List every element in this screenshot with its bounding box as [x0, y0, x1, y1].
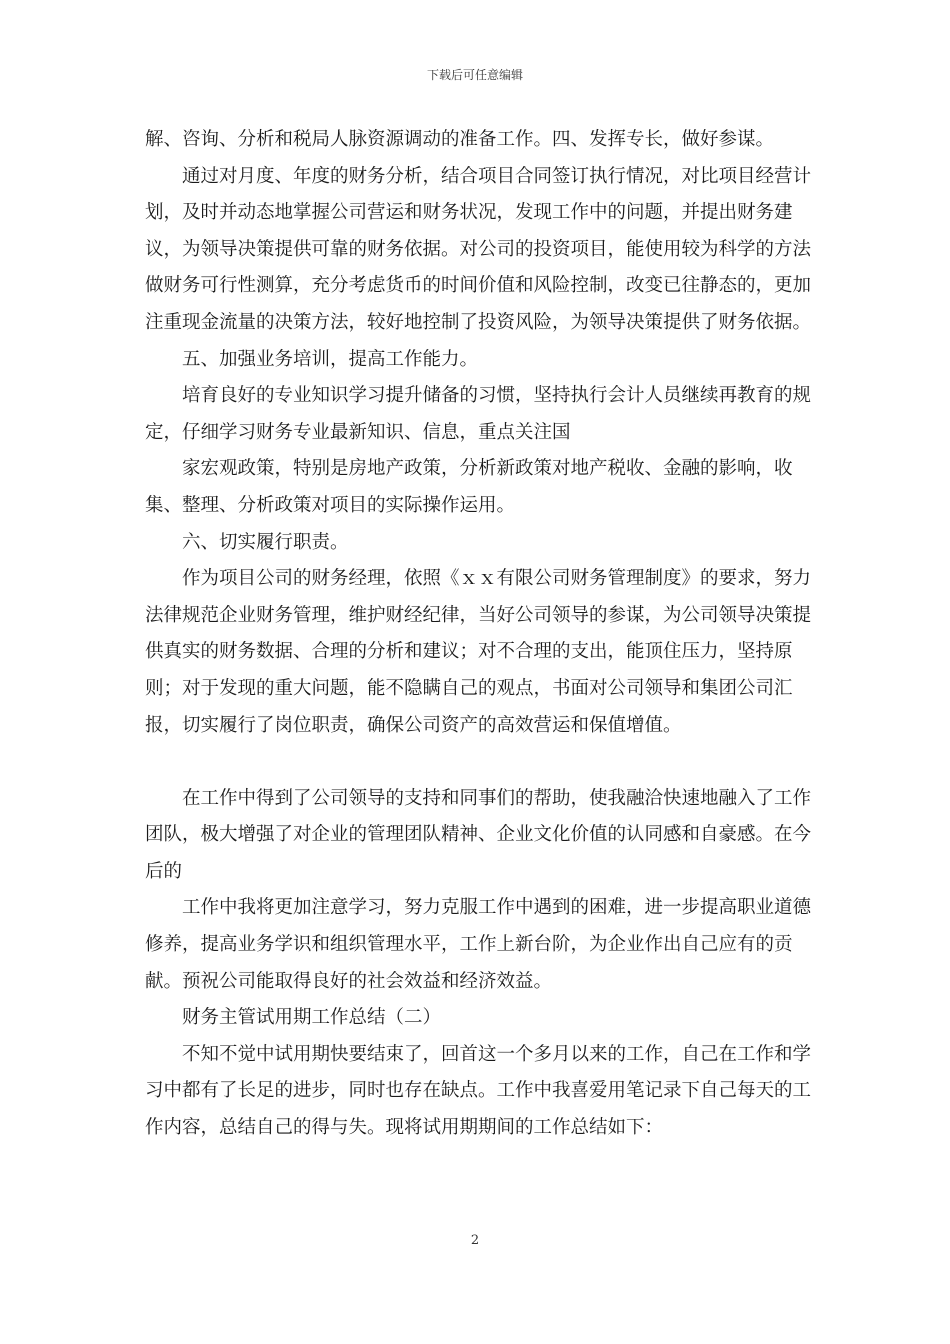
- blank-line: [145, 744, 815, 781]
- page-header: 下载后可任意编辑: [426, 68, 523, 82]
- section-heading: 五、加强业务培训，提高工作能力。: [182, 348, 479, 370]
- paragraph: 家宏观政策，特别是房地产政策，分析新政策对地产税收、金融的影响，收集、整理、分析政策对项目的实际操作运用。: [145, 458, 793, 516]
- page-number: 2: [470, 1233, 480, 1248]
- document-body: [145, 122, 815, 1147]
- paragraph: 通过对月度、年度的财务分析，结合项目合同签订执行情况，对比项目经营计划，及时并动态地掌握公司营运和财务状况，发现工作中的问题，并提出财务建议，为领导决策提供可靠的财务依据。对公司的投资项目，能使用较为科学的方法做财务可行性测算，充分考虑货币的时间价值和风险控制，改变已往静态的，更加注重现金流量的决策方法，较好地控制了投资风险，为领导决策提供了财务依据。: [145, 165, 812, 333]
- paragraph: 解、咨询、分析和税局人脉资源调动的准备工作。四、发挥专长，做好参谋。: [145, 129, 775, 150]
- paragraph: 工作中我将更加注意学习，努力克服工作中遇到的困难，进一步提高职业道德修养，提高业务学识和组织管理水平，工作上新台阶，为企业作出自己应有的贡献。预祝公司能取得良好的社会效益和经济效益。: [145, 897, 812, 992]
- paragraph: 培育良好的专业知识学习提升储备的习惯，坚持执行会计人员继续再教育的规定，仔细学习财务专业最新知识、信息，重点关注国: [145, 385, 812, 443]
- paragraph: 在工作中得到了公司领导的支持和同事们的帮助，使我融洽快速地融入了工作团队，极大增强了对企业的管理团队精神、企业文化价值的认同感和自豪感。在今后的: [145, 787, 812, 882]
- paragraph: 作为项目公司的财务经理，依照《ｘｘ有限公司财务管理制度》的要求，努力法律规范企业财务管理，维护财经纪律，当好公司领导的参谋，为公司领导决策提供真实的财务数据、合理的分析和建议；对不合理的支出，能顶住压力，坚持原则；对于发现的重大问题，能不隐瞒自己的观点，书面对公司领导和集团公司汇报，切实履行了岗位职责，确保公司资产的高效营运和保值增值。: [145, 568, 812, 736]
- section-title: 财务主管试用期工作总结（二）: [182, 1007, 442, 1029]
- section-heading: 六、切实履行职责。: [182, 531, 349, 553]
- paragraph: 不知不觉中试用期快要结束了，回首这一个多月以来的工作，自己在工作和学习中都有了长足的进步，同时也存在缺点。工作中我喜爱用笔记录下自己每天的工作内容，总结自己的得与失。现将试用期期间的工作总结如下：: [145, 1043, 812, 1139]
